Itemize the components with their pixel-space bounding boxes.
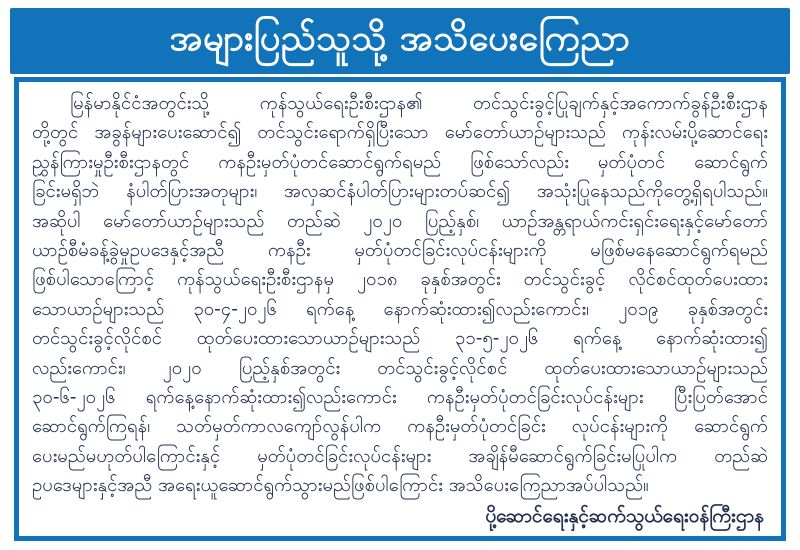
notice-body-paragraph — [32, 89, 768, 501]
body-line: တင်သွင်းခွင့်လိုင်စင် ထုတ်ပေးထားသောယာဉ်များသည် ၃၁-၅-၂၀၂၆ ရက်နေ့ နောက်ဆုံးထား၍ — [32, 328, 768, 350]
body-line: မြန်မာနိုင်ငံအတွင်းသို့ ကုန်သွယ်ရေးဦးစီးဌာန၏ တင်သွင်းခွင့်ပြုချက်နှင့်အကောက်ခွန်ဦးစီးဌာန — [70, 93, 768, 114]
notice-body-box — [14, 77, 786, 541]
notice-title: အများပြည်သူသို့ အသိပေးကြေညာ — [169, 18, 631, 59]
notice-signature: ပို့ဆောင်ရေးနှင့်ဆက်သွယ်ရေးဝန်ကြီးဌာန — [485, 504, 764, 527]
body-line: ခြင်းမရှိဘဲ နံပါတ်ပြားအတုများ၊ အလှဆင်နံပါတ်ပြားများတပ်ဆင်၍ အသုံးပြုနေသည်ကိုတွေ့ရှိရပါသည်။ — [32, 181, 768, 203]
body-line: ညွှန်ကြားမှုဦးစီးဌာနတွင် ကနဦးမှတ်ပုံတင်ဆောင်ရွက်ရမည် ဖြစ်သော်လည်း မှတ်ပုံတင် ဆောင်ရွက် — [32, 151, 768, 173]
body-line: လည်းကောင်း၊ ၂၀၂၀ ပြည့်နှစ်အတွင်း တင်သွင်းခွင့်လိုင်စင် ထုတ်ပေးထားသောယာဉ်များသည် — [32, 357, 768, 379]
notice-title-banner — [10, 8, 790, 74]
body-line: တို့တွင် အခွန်များပေးဆောင်၍ တင်သွင်းရောက်ရှိပြီးသော မော်တော်ယာဉ်များသည် ကုန်းလမ်းပို့ဆောင်ရေး — [32, 122, 768, 144]
body-line: ယာဉ်စီမံခန့်ခွဲမှုဥပဒေနှင့်အညီ ကနဦး မှတ်ပုံတင်ခြင်းလုပ်ငန်းများကို မဖြစ်မနေဆောင်ရွက်ရမည် — [32, 240, 768, 262]
body-line: ပေးမည်မဟုတ်ပါကြောင်းနှင့် မှတ်ပုံတင်ခြင်းလုပ်ငန်းများ အချိန်မီဆောင်ရွက်ခြင်းမပြုပါက တည်ဆဲ — [32, 445, 768, 467]
body-line: သောယာဉ်များသည် ၃၀-၄-၂၀၂၆ ရက်နေ့ နောက်ဆုံးထား၍လည်းကောင်း၊ ၂၀၁၉ ခုနှစ်အတွင်း — [32, 298, 768, 320]
body-line: ၃၀-၆-၂၀၂၆ ရက်နေ့နောက်ဆုံးထား၍လည်းကောင်း ကနဦးမှတ်ပုံတင်ခြင်းလုပ်ငန်းများ ပြီးပြတ်အောင် — [32, 387, 768, 409]
body-line: အဆိုပါ မော်တော်ယာဉ်များသည် တည်ဆဲ ၂၀၂၀ ပြည့်နှစ်၊ ယာဉ်အန္တရာယ်ကင်းရှင်းရေးနှင့်မော်တော် — [32, 210, 768, 232]
body-line: ဆောင်ရွက်ကြရန်၊ သတ်မှတ်ကာလကျော်လွန်ပါက ကနဦးမှတ်ပုံတင်ခြင်း လုပ်ငန်းများကို ဆောင်ရွက် — [32, 416, 768, 438]
body-line: ဖြစ်ပါသောကြောင့် ကုန်သွယ်ရေးဦးစီးဌာနမှ ၂၀၁၈ ခုနှစ်အတွင်း တင်သွင်းခွင့် လိုင်စင်ထုတ်ပေးထား — [32, 269, 768, 291]
body-line: ဥပဒေများနှင့်အညီ အရေးယူဆောင်ရွက်သွားမည်ဖြစ်ပါကြောင်း အသိပေးကြေညာအပ်ပါသည်။ — [32, 475, 649, 497]
